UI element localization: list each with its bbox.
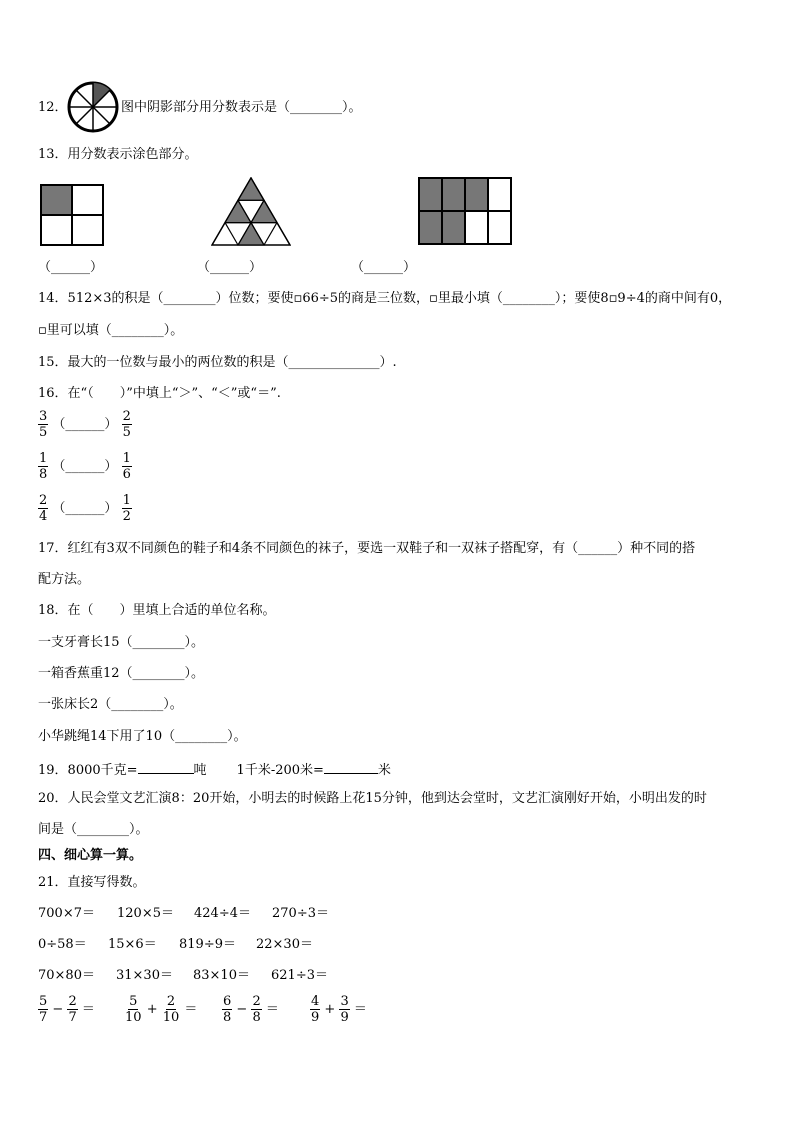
q19-answer-blank-1[interactable] <box>138 759 194 774</box>
q21-question: 21．直接写得数。 <box>38 875 146 890</box>
q12-circle-figure <box>66 80 120 134</box>
q16-compare-row <box>38 409 132 440</box>
q16-compare-row <box>38 493 132 524</box>
fraction: $\frac{1}{2}$ <box>122 493 131 524</box>
q12-question: 图中阴影部分用分数表示是（________）。 <box>121 100 362 115</box>
q16-compare-row <box>38 451 132 482</box>
fraction: $\frac{1}{6}$ <box>122 451 131 482</box>
q13-answer-blank-2[interactable]: （______） <box>197 260 263 275</box>
q18-question: 18．在（ ）里填上合适的单位名称。 <box>38 603 276 618</box>
q21-expression: 120×5＝ <box>117 906 174 921</box>
q14-question-line1: 14．512×3的积是（________）位数；要使▫66÷5的商是三位数，▫里最小填（________）；要使8▫9÷4的商中间有0， <box>38 291 732 306</box>
q21-expression: 22×30＝ <box>256 937 313 952</box>
q21-fraction-expression: $\frac{5}{10}$ + $\frac{2}{10}$ ＝ <box>125 994 198 1025</box>
q18-item: 小华跳绳14下用了10（________）。 <box>38 729 247 744</box>
compare-blank[interactable]: （______） <box>52 501 118 516</box>
q21-expression: 700×7＝ <box>38 906 95 921</box>
q15-question: 15．最大的一位数与最小的两位数的积是（______________）. <box>38 355 397 370</box>
q20-question-line1: 20．人民会堂文艺汇演8：20开始，小明去的时候路上花15分钟，他到达会堂时，文艺汇演刚好开始，小明出发的时 <box>38 791 707 806</box>
q20-question-line2: 间是（________）。 <box>38 822 149 837</box>
q13-answer-blank-3[interactable]: （______） <box>351 260 417 275</box>
q21-expression: 70×80＝ <box>38 968 95 983</box>
section-title: 四、细心算一算。 <box>38 848 143 863</box>
q21-expression: 270÷3＝ <box>272 906 329 921</box>
q13-triangle-figure <box>211 177 291 247</box>
q19-answer-blank-2[interactable] <box>324 759 378 774</box>
q18-item: 一箱香蕉重12（________）。 <box>38 666 205 681</box>
compare-blank[interactable]: （______） <box>52 459 118 474</box>
q19-question: 19．8000千克= 吨 1千米-200米= 米 <box>38 759 391 780</box>
q12-answer-blank[interactable]: ________ <box>290 100 343 115</box>
q14-question-line2: ▫里可以填（________）。 <box>38 323 184 338</box>
q21-expression: 819÷9＝ <box>179 937 236 952</box>
fraction: $\frac{2}{5}$ <box>122 409 131 440</box>
q13-answer-blank-1[interactable]: （______） <box>38 260 104 275</box>
q13-rectangle-grid-figure <box>418 177 512 245</box>
q17-question-line1: 17．红红有3双不同颜色的鞋子和4条不同颜色的袜子，要选一双鞋子和一双袜子搭配穿，有（______）种不同的搭 <box>38 541 696 556</box>
q12-number: 12． <box>38 100 68 115</box>
q21-expression: 31×30＝ <box>116 968 173 983</box>
q17-question-line2: 配方法。 <box>38 572 91 587</box>
compare-blank[interactable]: （______） <box>52 417 118 432</box>
fraction: $\frac{2}{4}$ <box>39 493 48 524</box>
q21-fraction-expression: $\frac{5}{7}$ − $\frac{2}{7}$ ＝ <box>39 994 95 1025</box>
q21-fraction-expression: $\frac{6}{8}$ − $\frac{2}{8}$ ＝ <box>223 994 279 1025</box>
q21-expression: 0÷58＝ <box>38 937 87 952</box>
q21-expression: 15×6＝ <box>108 937 157 952</box>
fraction: $\frac{1}{8}$ <box>39 451 48 482</box>
q16-question: 16．在“（ ）”中填上“＞”、“＜”或“＝”. <box>38 386 281 401</box>
q13-square-grid-figure <box>40 184 104 246</box>
q21-expression: 621÷3＝ <box>271 968 328 983</box>
fraction: $\frac{3}{5}$ <box>39 409 48 440</box>
q13-question: 13．用分数表示涂色部分。 <box>38 147 198 162</box>
q18-item: 一支牙膏长15（________）。 <box>38 635 205 650</box>
q21-fraction-expression: $\frac{4}{9}$ + $\frac{3}{9}$ ＝ <box>311 994 367 1025</box>
q21-expression: 424÷4＝ <box>194 906 251 921</box>
q21-expression: 83×10＝ <box>193 968 250 983</box>
q18-item: 一张床长2（________）。 <box>38 697 183 712</box>
